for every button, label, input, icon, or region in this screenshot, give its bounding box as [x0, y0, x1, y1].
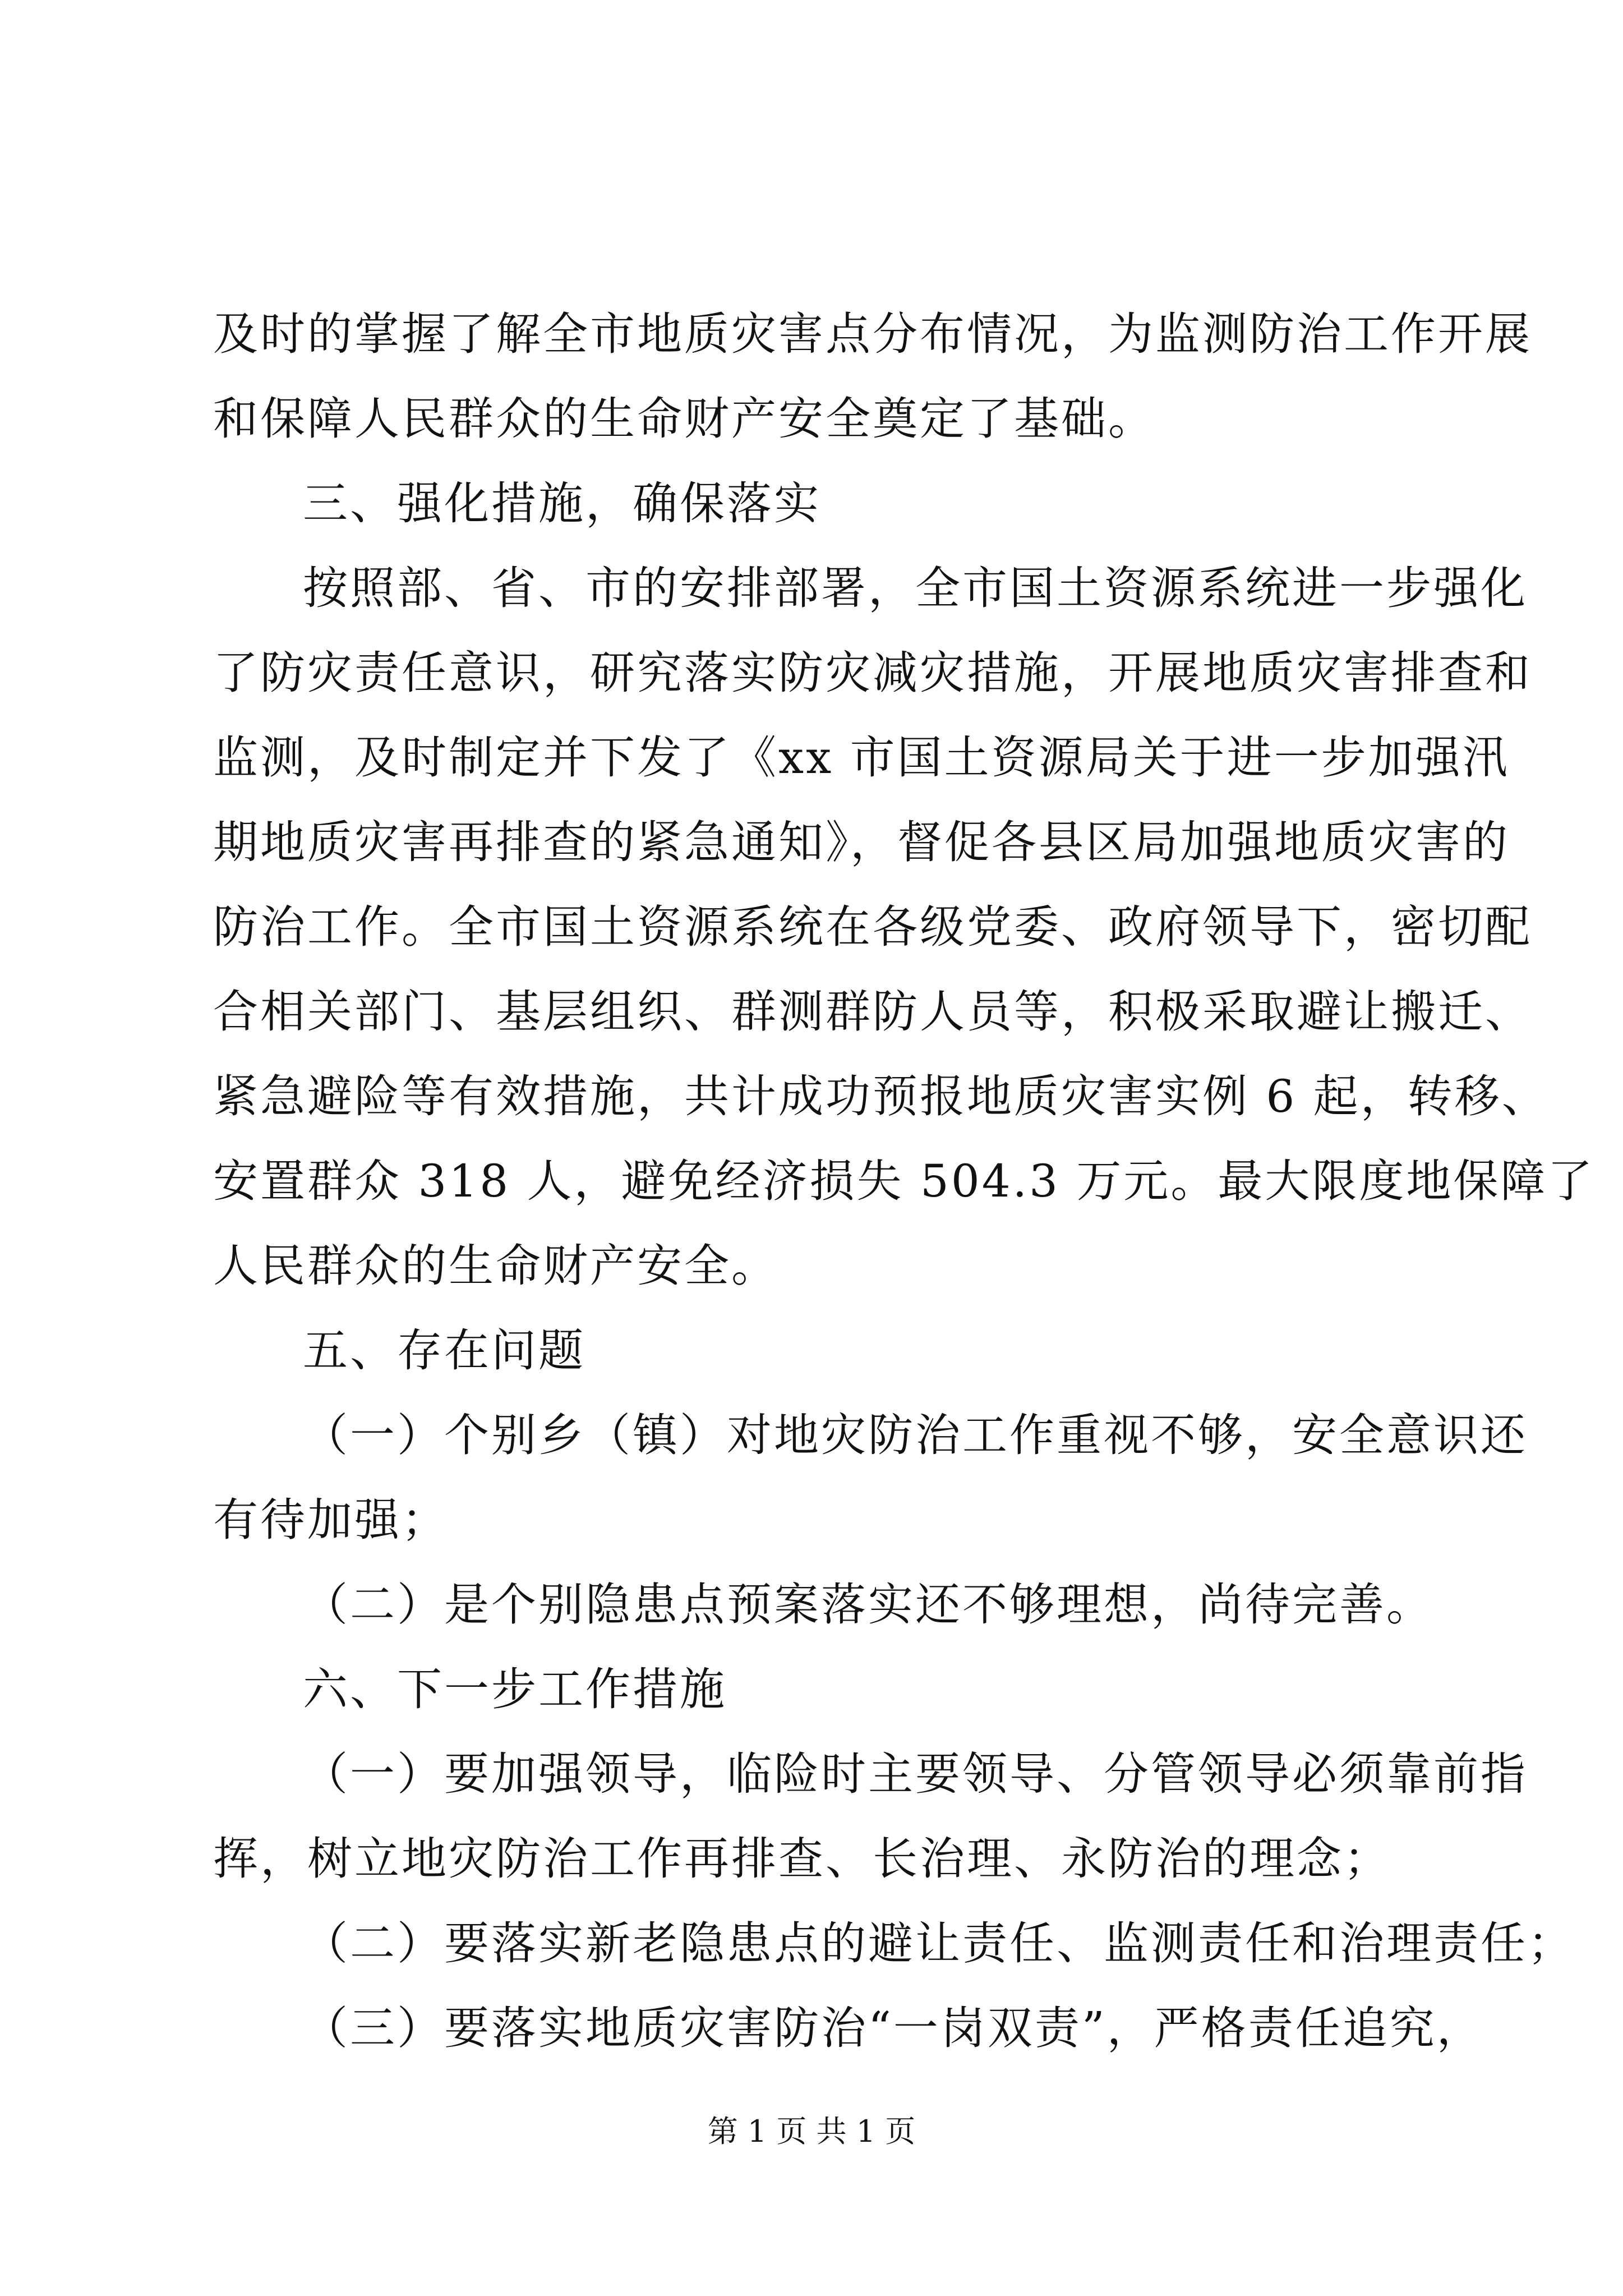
list-item: （一）要加强领导，临险时主要领导、分管领导必须靠前指 [303, 1748, 1528, 1800]
paragraph-line: 期地质灾害再排查的紧急通知》，督促各县区局加强地质灾害的 [213, 816, 1510, 868]
list-item-continuation: 挥，树立地灾防治工作再排查、长治理、永防治的理念； [213, 1833, 1391, 1885]
paragraph-line: 了防灾责任意识，研究落实防灾减灾措施，开展地质灾害排查和 [213, 647, 1532, 699]
list-item-continuation: 有待加强； [213, 1494, 449, 1546]
list-item: （三）要落实地质灾害防治“一岗双责”，严格责任追究， [303, 2002, 1484, 2054]
section-heading: 六、下一步工作措施 [303, 1663, 727, 1715]
paragraph-line: 和保障人民群众的生命财产安全奠定了基础。 [213, 393, 1155, 445]
paragraph-line: 监测，及时制定并下发了《xx 市国土资源局关于进一步加强汛 [213, 731, 1510, 784]
section-heading: 五、存在问题 [303, 1324, 585, 1377]
paragraph-line: 及时的掌握了解全市地质灾害点分布情况，为监测防治工作开展 [213, 308, 1532, 360]
document-body [213, 292, 1595, 2070]
section-heading: 三、强化措施，确保落实 [303, 477, 821, 530]
paragraph-line: 合相关部门、基层组织、群测群防人员等，积极采取避让搬迁、 [213, 986, 1532, 1038]
paragraph-line: 人民群众的生命财产安全。 [213, 1240, 778, 1292]
list-item: （一）个别乡（镇）对地灾防治工作重视不够，安全意识还 [303, 1409, 1528, 1461]
paragraph-line: 安置群众 318 人，避免经济损失 504.3 万元。最大限度地保障了 [213, 1155, 1595, 1207]
list-item: （二）是个别隐患点预案落实还不够理想，尚待完善。 [303, 1579, 1433, 1631]
paragraph-line: 防治工作。全市国土资源系统在各级党委、政府领导下，密切配 [213, 901, 1532, 953]
paragraph-line: 按照部、省、市的安排部署，全市国土资源系统进一步强化 [303, 562, 1528, 614]
page-footer: 第 1 页 共 1 页 [707, 2114, 916, 2149]
list-item: （二）要落实新老隐患点的避让责任、监测责任和治理责任； [303, 1917, 1575, 1970]
paragraph-line: 紧急避险等有效措施，共计成功预报地质灾害实例 6 起，转移、 [213, 1070, 1549, 1122]
